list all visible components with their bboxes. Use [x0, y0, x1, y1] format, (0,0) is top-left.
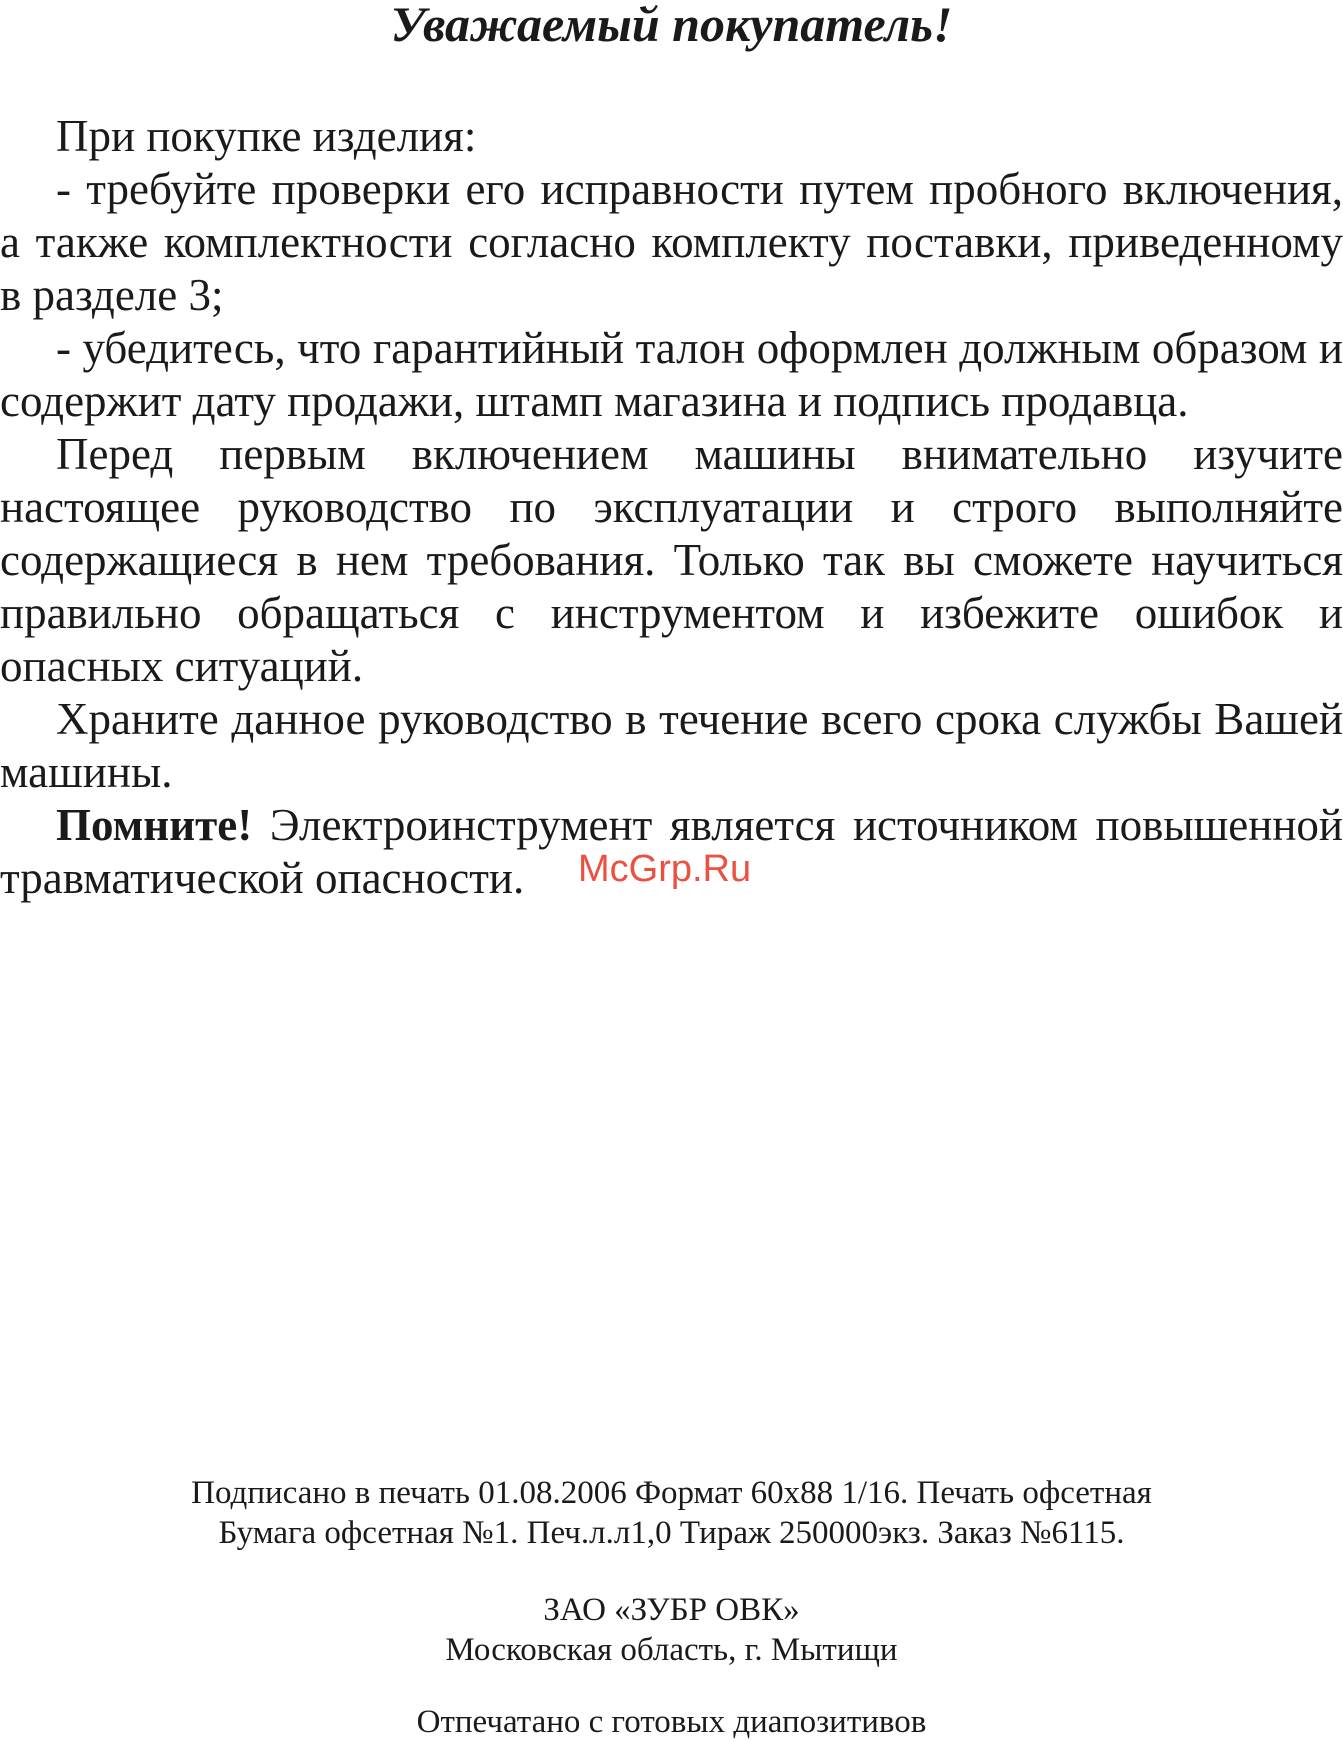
imprint-address: Московская область, г. Мытищи: [445, 1632, 898, 1668]
watermark-logo: McGrp.Ru: [578, 848, 752, 890]
paragraph-purchase-intro: При покупке изделия:: [56, 111, 477, 161]
imprint-company: ЗАО «ЗУБР ОВК»: [543, 1592, 800, 1628]
imprint-line-1: Подписано в печать 01.08.2006 Формат 60x88 1/16. Печать офсетная: [191, 1475, 1152, 1511]
page-title: Уважаемый покупатель!: [390, 0, 953, 52]
paragraph-keep-manual: Храните данное руководство в течение всего срока службы Вашей машины.: [0, 694, 1343, 797]
paragraph-remember: [0, 799, 1343, 905]
imprint-printed-note: [0, 1702, 1343, 1742]
instructions-body: [0, 110, 1343, 905]
paragraph-read-manual: Перед первым включением машины внимательно изучите настоящее руководство по эксплуатации и строго выполняйте содержащиеся в нем требования. Только так вы сможете научиться правильно обращаться с инструментом и избежите ошибок и опасных ситуаций.: [0, 429, 1343, 691]
imprint-print-details: [0, 1473, 1343, 1553]
remember-text: Электроинструмент является источником повышенной травматической опасности.: [0, 800, 1343, 903]
paragraph-check-operation: - требуйте проверки его исправности путем пробного включения, а также комплектности согласно комплекту поставки, приведенному в разделе 3;: [0, 164, 1343, 320]
imprint-line-2: Бумага офсетная №1. Печ.л.л1,0 Тираж 250000экз. Заказ №6115.: [218, 1515, 1125, 1551]
imprint-printed: Отпечатано с готовых диапозитивов: [416, 1704, 927, 1740]
paragraph-warranty-card: - убедитесь, что гарантийный талон оформлен должным образом и содержит дату продажи, штамп магазина и подпись продавца.: [0, 323, 1343, 426]
imprint-publisher: [0, 1590, 1343, 1670]
remember-bold: Помните!: [56, 800, 253, 850]
